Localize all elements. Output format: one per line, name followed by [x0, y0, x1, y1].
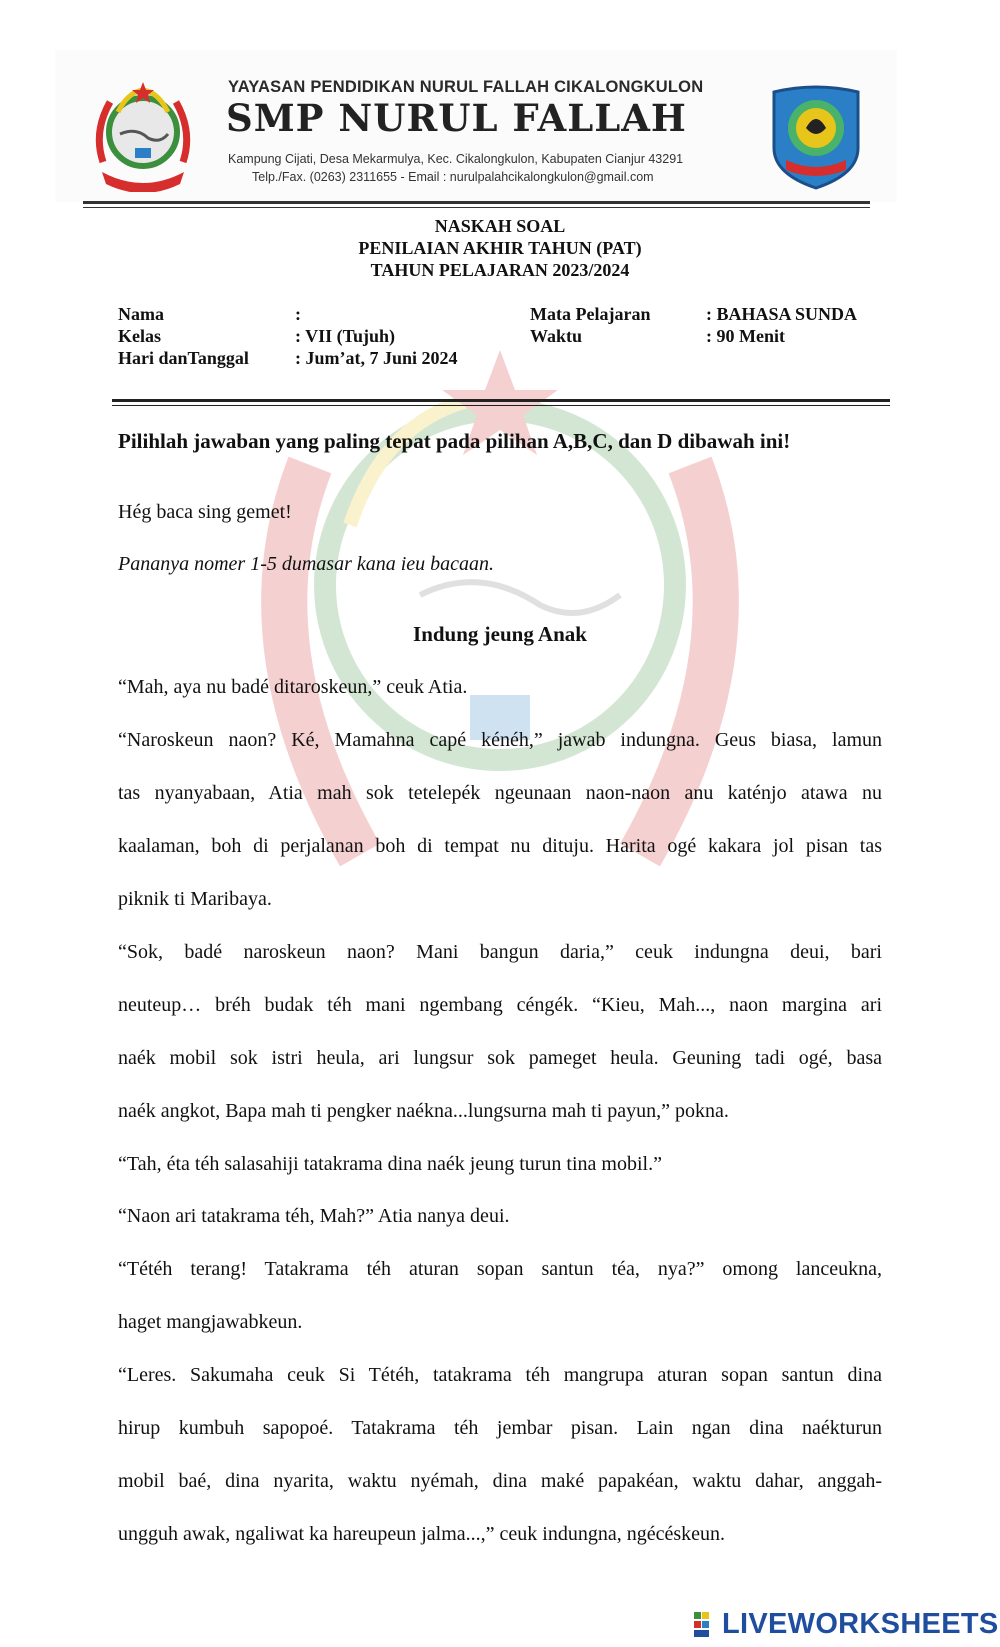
waktu-value: : 90 Menit	[706, 326, 785, 346]
school-name: SMP NURUL FALLAH	[226, 96, 687, 140]
story-title: Indung jeung Anak	[413, 622, 587, 646]
nama-label: Nama	[118, 304, 164, 324]
story-line: neuteup… bréh budak téh mani ngembang céngék. “Kieu, Mah..., naon margina ari	[118, 994, 882, 1016]
story-line: “Mah, aya nu badé ditaroskeun,” ceuk Atia.	[118, 676, 468, 698]
liveworksheets-logo-icon	[694, 1612, 718, 1638]
school-address: Kampung Cijati, Desa Mekarmulya, Kec. Cikalongkulon, Kabupaten Cianjur 43291	[228, 152, 684, 166]
story-line: naék mobil sok istri heula, ari lungsur sok pameget heula. Geuning tadi ogé, basa	[118, 1047, 882, 1069]
intro-text: Hég baca sing gemet!	[118, 501, 292, 523]
story-line: “Naroskeun naon? Ké, Mamahna capé kénéh,” jawab indungna. Geus biasa, lamun	[118, 729, 882, 751]
story-line: piknik ti Maribaya.	[118, 888, 272, 910]
kelas-value: : VII (Tujuh)	[295, 326, 396, 346]
story-line: “Tah, éta téh salasahiji tatakrama dina naék jeung turun tina mobil.”	[118, 1153, 662, 1175]
foundation-name: YAYASAN PENDIDIKAN NURUL FALLAH CIKALONGKULON	[228, 78, 704, 96]
waktu-label: Waktu	[530, 326, 583, 346]
story-line: tas nyanyabaan, Atia mah sok tetelepék ngeunaan naon-naon anu katénjo atawa nu	[118, 782, 882, 804]
school-contact: Telp./Fax. (0263) 2311655 - Email : nurulpalahcikalongkulon@gmail.com	[252, 170, 654, 184]
school-emblem-icon	[766, 82, 866, 190]
nama-value: :	[295, 304, 301, 324]
hari-label: Hari danTanggal	[118, 348, 249, 368]
watermark-logo-icon	[240, 295, 760, 905]
intro-italic-text: Pananya nomer 1-5 dumasar kana ieu bacaan.	[118, 553, 495, 575]
doc-year: TAHUN PELAJARAN 2023/2024	[370, 260, 630, 280]
liveworksheets-brand[interactable]: LIVEWORKSHEETS	[722, 1608, 999, 1640]
story-line: “Tétéh terang! Tatakrama téh aturan sopan santun téa, nya?” omong lanceukna,	[118, 1258, 882, 1280]
story-line: “Naon ari tatakrama téh, Mah?” Atia nanya deui.	[118, 1205, 510, 1227]
story-line: kaalaman, boh di perjalanan boh di tempat nu dituju. Harita ogé kakara jol pisan tas	[118, 835, 882, 857]
story-line: haget mangjawabkeun.	[118, 1311, 303, 1333]
doc-title: NASKAH SOAL	[434, 216, 566, 236]
story-line: hirup kumbuh sapopoé. Tatakrama téh jembar pisan. Lain ngan dina naékturun	[118, 1417, 882, 1439]
foundation-logo-icon	[88, 72, 198, 192]
story-line: ungguh awak, ngaliwat ka hareupeun jalma...,” ceuk indungna, ngécéskeun.	[118, 1523, 726, 1545]
story-line: naék angkot, Bapa mah ti pengker naékna...lungsurna mah ti payun,” pokna.	[118, 1100, 729, 1122]
instruction: Pilihlah jawaban yang paling tepat pada pilihan A,B,C, dan D dibawah ini!	[118, 429, 791, 453]
hari-value: : Jum’at, 7 Juni 2024	[295, 348, 458, 368]
mapel-label: Mata Pelajaran	[530, 304, 651, 324]
letterhead-rule	[83, 201, 870, 204]
mapel-value: : BAHASA SUNDA	[706, 304, 858, 324]
letterhead-rule-thin	[83, 207, 870, 208]
section-rule-thin	[112, 405, 890, 406]
story-line: “Sok, badé naroskeun naon? Mani bangun daria,” ceuk indungna deui, bari	[118, 941, 882, 963]
story-line: mobil baé, dina nyarita, waktu nyémah, dina maké papakéan, waktu dahar, anggah-	[118, 1470, 882, 1492]
story-line: “Leres. Sakumaha ceuk Si Tétéh, tatakrama téh mangrupa aturan sopan santun dina	[118, 1364, 882, 1386]
section-rule	[112, 399, 890, 402]
kelas-label: Kelas	[118, 326, 161, 346]
doc-subtitle: PENILAIAN AKHIR TAHUN (PAT)	[358, 238, 642, 258]
